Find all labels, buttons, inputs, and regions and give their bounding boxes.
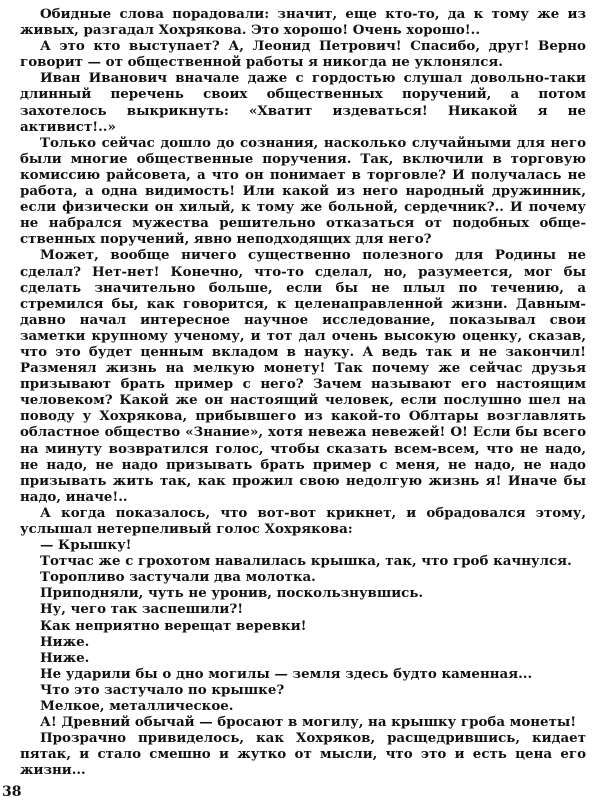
dialogue-line: Ниже. xyxy=(40,633,90,650)
final-paragraph: Прозрачно привиделось, как Хохряков, расщедрившись, кидает пятак, и стало смешно и жутко от мысли, что это и есть цена его жизни... xyxy=(20,730,586,779)
dialogue-line: Как неприятно верещат веревки! xyxy=(40,617,307,634)
paragraph: Иван Иванович вначале даже с гордостью слушал довольно-таки длинный перечень своих общественных поручений, а потом захотелось выкрикнуть: «Хватит издеваться! Никакой я не активист!..» xyxy=(20,70,586,135)
page-body xyxy=(20,6,586,779)
dialogue-line: Тотчас же с грохотом навалилась крышка, так, что гроб качнулся. xyxy=(40,553,572,570)
paragraph: Может, вообще ничего существенно полезного для Родины не сделал? Нет-нет! Конечно, что-то сделал, но, разумеется, мог бы сделать значительно больше, если бы не плыл по течению, а стремился бы, как говорится, к целенаправленной жизни. Давным-давно начал интересное научное исследование, показывал свои заметки крупному ученому, и тот дал очень высокую оценку, сказав, что это будет ценным вкладом в науку. А ведь так и не закончил! Разменял жизнь на мелкую монету! Так почему же сейчас друзья призывают брать пример с него? Зачем называют его настоящим человеком? Какой же он настоящий человек, если послушно шел на поводу у Хохрякова, прибывшего из какой-то Облтары возглавлять областное общество «Знание», хотя невежа невежей! О! Если бы всего на минуту возвратился голос, чтобы сказать всем-всем, что не надо, не надо, не надо призывать брать пример с меня, не надо, не надо призывать жить так, как прожил свою недолгую жизнь я! Иначе бы надо, иначе!.. xyxy=(20,247,586,505)
paragraph: Обидные слова порадовали: значит, еще кто-то, да к тому же из живых, разгадал Хохрякова. Это хорошо! Очень хорошо!.. xyxy=(20,6,586,39)
paragraph: Только сейчас дошло до сознания, насколько случайными для него были многие общественные поручения. Так, включили в торговую комиссию райсовета, а что он понимает в торговле? И получалась не работа, а одна видимость! Или какой из него народный дружинник, если физически он хилый, к тому же больной, сердечник?.. И почему не набрался мужества решительно отказаться от подобных общественных поручений, явно неподходящих для него? xyxy=(20,134,586,248)
dialogue-line: А! Древний обычай — бросают в могилу, на крышку гроба монеты! xyxy=(40,714,577,731)
dialogue-line: Ниже. xyxy=(40,649,90,666)
page-number: 38 xyxy=(2,784,22,800)
dialogue-line: Что это застучало по крышке? xyxy=(40,681,285,698)
dialogue-line: Приподняли, чуть не уронив, поскользнувшись. xyxy=(40,585,424,602)
paragraph: А это кто выступает? А, Леонид Петрович! Спасибо, друг! Верно говорит — от общественной работы я никогда не уклонялся. xyxy=(20,38,586,71)
dialogue-line: Не ударили бы о дно могилы — земля здесь будто каменная... xyxy=(40,665,533,682)
dialogue-line: Мелкое, металлическое. xyxy=(40,698,234,715)
dialogue-line: Торопливо застучали два молотка. xyxy=(40,569,316,586)
paragraph: А когда показалось, что вот-вот крикнет, и обрадовался этому, услышал нетерпеливый голос Хохрякова: xyxy=(20,504,586,537)
dialogue-line: Ну, чего так заспешили?! xyxy=(40,601,244,618)
dialogue-line: — Крышку! xyxy=(40,537,132,554)
